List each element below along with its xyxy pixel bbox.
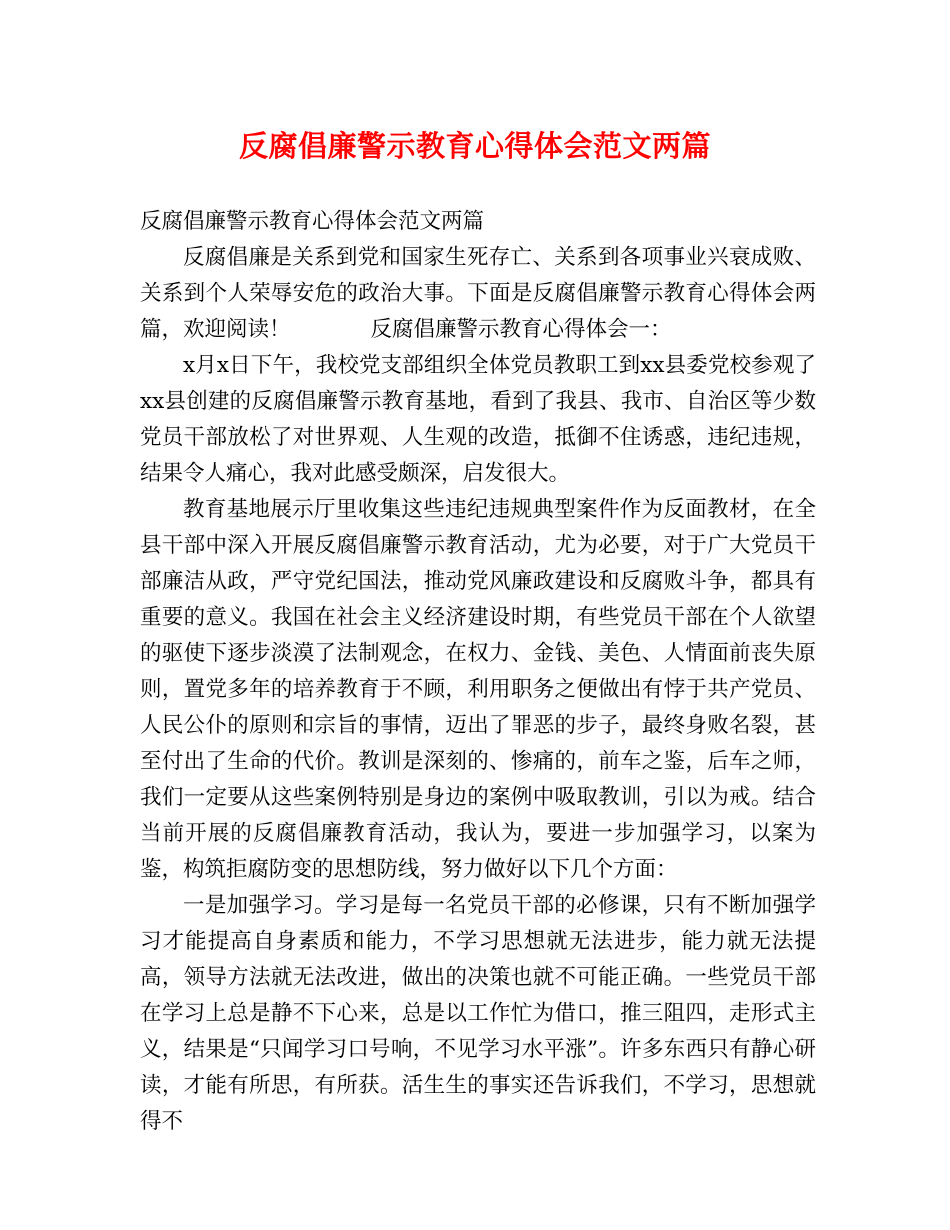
intro-paragraph	[140, 240, 816, 348]
body-paragraph-2: 教育基地展示厅里收集这些违纪违规典型案件作为反面教材，在全县干部中深入开展反腐倡廉警示教育活动，尤为必要，对于广大党员干部廉洁从政，严守党纪国法，推动党风廉政建设和反腐败斗争，都具有重要的意义。我国在社会主义经济建设时期，有些党员干部在个人欲望的驱使下逐步淡漠了法制观念，在权力、金钱、美色、人情面前丧失原则，置党多年的培养教育于不顾，利用职务之便做出有悖于共产党员、人民公仆的原则和宗旨的事情，迈出了罪恶的步子，最终身败名裂，甚至付出了生命的代价。教训是深刻的、惨痛的，前车之鉴，后车之师，我们一定要从这些案例特别是身边的案例中吸取教训，引以为戒。结合当前开展的反腐倡廉教育活动，我认为，要进一步加强学习，以案为鉴，构筑拒腐防变的思想防线，努力做好以下几个方面：	[140, 497, 816, 882]
section-heading: 反腐倡廉警示教育心得体会一：	[370, 317, 672, 342]
document-body	[140, 204, 816, 1140]
body-paragraph-3: 一是加强学习。学习是每一名党员干部的必修课，只有不断加强学习才能提高自身素质和能力，不学习思想就无法进步，能力就无法提高，领导方法就无法改进，做出的决策也就不可能正确。一些党员干部在学习上总是静不下心来，总是以工作忙为借口，推三阻四，走形式主义，结果是“只闻学习口号响，不见学习水平涨”。许多东西只有静心研读，才能有所思，有所获。活生生的事实还告诉我们，不学习，思想就得不	[140, 893, 816, 1134]
body-paragraph-1: x月x日下午，我校党支部组织全体党员教职工到xx县委党校参观了xx县创建的反腐倡廉警示教育基地，看到了我县、我市、自治区等少数党员干部放松了对世界观、人生观的改造，抵御不住诱惑，违纪违规，结果令人痛心，我对此感受颇深，启发很大。	[140, 353, 816, 486]
intro-text: 反腐倡廉是关系到党和国家生死存亡、关系到各项事业兴衰成败、关系到个人荣辱安危的政治大事。下面是反腐倡廉警示教育心得体会两篇，欢迎阅读！	[140, 245, 816, 342]
document-title: 反腐倡廉警示教育心得体会范文两篇	[238, 129, 711, 163]
document-subtitle: 反腐倡廉警示教育心得体会范文两篇	[140, 209, 485, 234]
